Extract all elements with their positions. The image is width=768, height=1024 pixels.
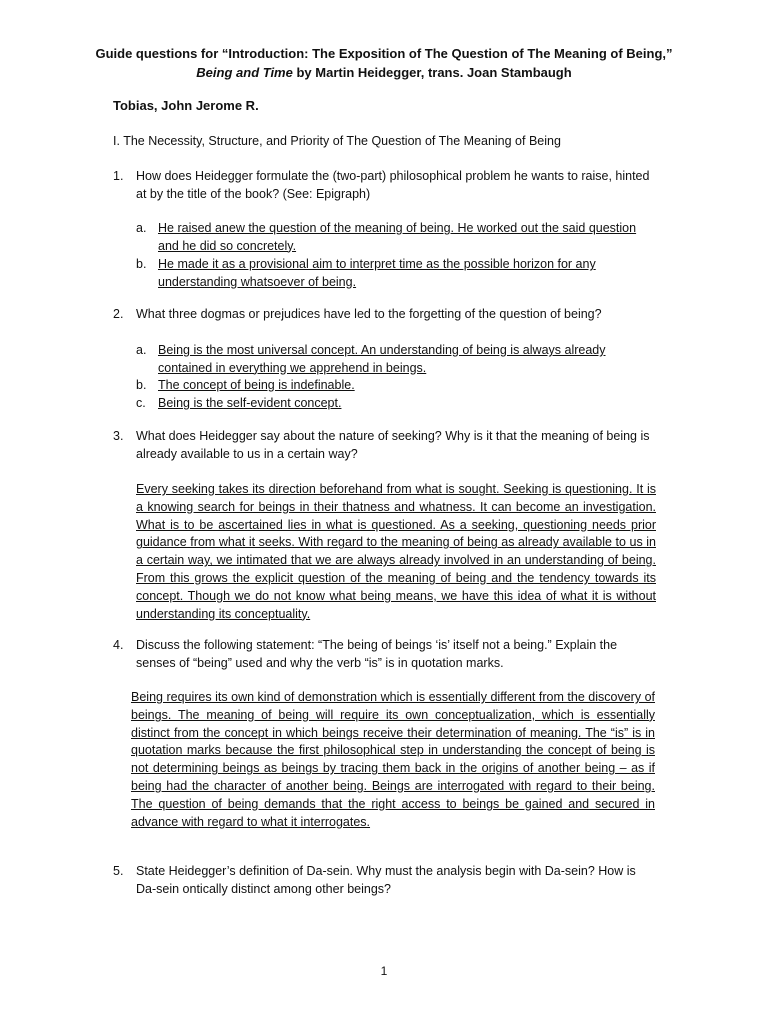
title-line-1: Guide questions for “Introduction: The Exposition of The Question of The Meaning of Being,” <box>95 46 673 61</box>
answer-1b <box>136 256 656 291</box>
answer-letter: a. <box>136 343 147 357</box>
question-text: State Heidegger’s definition of Da-sein. Why must the analysis begin with Da-sein? How is Da-sein ontically distinct among other beings? <box>136 864 636 896</box>
answer-letter: b. <box>136 257 147 271</box>
question-number: 1. <box>113 169 124 183</box>
answer-letter: b. <box>136 378 147 392</box>
answer-letter: a. <box>136 221 147 235</box>
page-number: 1 <box>380 964 388 978</box>
question-1 <box>113 168 653 203</box>
question-number: 3. <box>113 429 124 443</box>
question-text: Discuss the following statement: “The being of beings ‘is’ itself not a being.” Explain the senses of “being” used and why the verb “is” is in quotation marks. <box>136 638 618 670</box>
question-text: What three dogmas or prejudices have led to the forgetting of the question of being? <box>136 307 602 321</box>
answer-2a <box>136 342 656 377</box>
title-line-2 <box>60 63 708 82</box>
section-heading: I. The Necessity, Structure, and Priority of The Question of The Meaning of Being <box>113 134 561 148</box>
question-5 <box>113 863 653 898</box>
answer-text: He made it as a provisional aim to interpret time as the possible horizon for any understanding whatsoever of being. <box>158 257 596 289</box>
title-translator: by Martin Heidegger, trans. Joan Stambaugh <box>292 65 572 80</box>
question-2 <box>113 306 653 324</box>
answer-text: The concept of being is indefinable. <box>158 378 355 392</box>
question-text: How does Heidegger formulate the (two-part) philosophical problem he wants to raise, hinted at by the title of the book? (See: Epigraph) <box>136 169 650 201</box>
question-3 <box>113 428 653 463</box>
question-number: 2. <box>113 307 124 321</box>
answer-letter: c. <box>136 396 146 410</box>
answer-text: Being is the self-evident concept. <box>158 396 342 410</box>
question-text: What does Heidegger say about the nature of seeking? Why is it that the meaning of being is already available to us in a certain way? <box>136 429 650 461</box>
question-4 <box>113 637 653 672</box>
question-number: 4. <box>113 638 124 652</box>
answer-2c <box>136 395 656 413</box>
answer-text: He raised anew the question of the meaning of being. He worked out the said question and he did so concretely. <box>158 221 637 253</box>
answer-4: Being requires its own kind of demonstration which is essentially different from the discovery of beings. The meaning of being will require its own conceptualization, which is essentially distinct from the concept in which beings receive their determination of meaning. The “is” is in quotation marks because the first philosophical step in understanding the concept of being is not determining beings as beings by tracing them back in the origins of another being – as if being had the character of another being. Beings are interrogated with regard to their being. The question of being demands that the right access to beings be gained and secured in advance with regard to what it interrogates. <box>131 690 655 829</box>
author-name: Tobias, John Jerome R. <box>113 98 259 113</box>
answer-text: Being is the most universal concept. An understanding of being is always already contained in everything we apprehend in beings. <box>158 343 606 375</box>
answer-2b <box>136 377 656 395</box>
answer-1a <box>136 220 656 255</box>
book-title: Being and Time <box>196 65 293 80</box>
question-number: 5. <box>113 864 124 878</box>
answer-3: Every seeking takes its direction beforehand from what is sought. Seeking is questioning. It is a knowing search for beings in their thatness and whatness. It can become an investigation. What is to be ascertained lies in what is questioned. As a seeking, questioning needs prior guidance from what it seeks. With regard to the meaning of being as already available to us in a certain way, we intimated that we are always already involved in an understanding of being. From this grows the explicit question of the meaning of being and the tendency towards its concept. Though we do not know what being means, we have this idea of what it is without understanding its conceptuality. <box>136 482 656 621</box>
document-title <box>60 44 708 82</box>
